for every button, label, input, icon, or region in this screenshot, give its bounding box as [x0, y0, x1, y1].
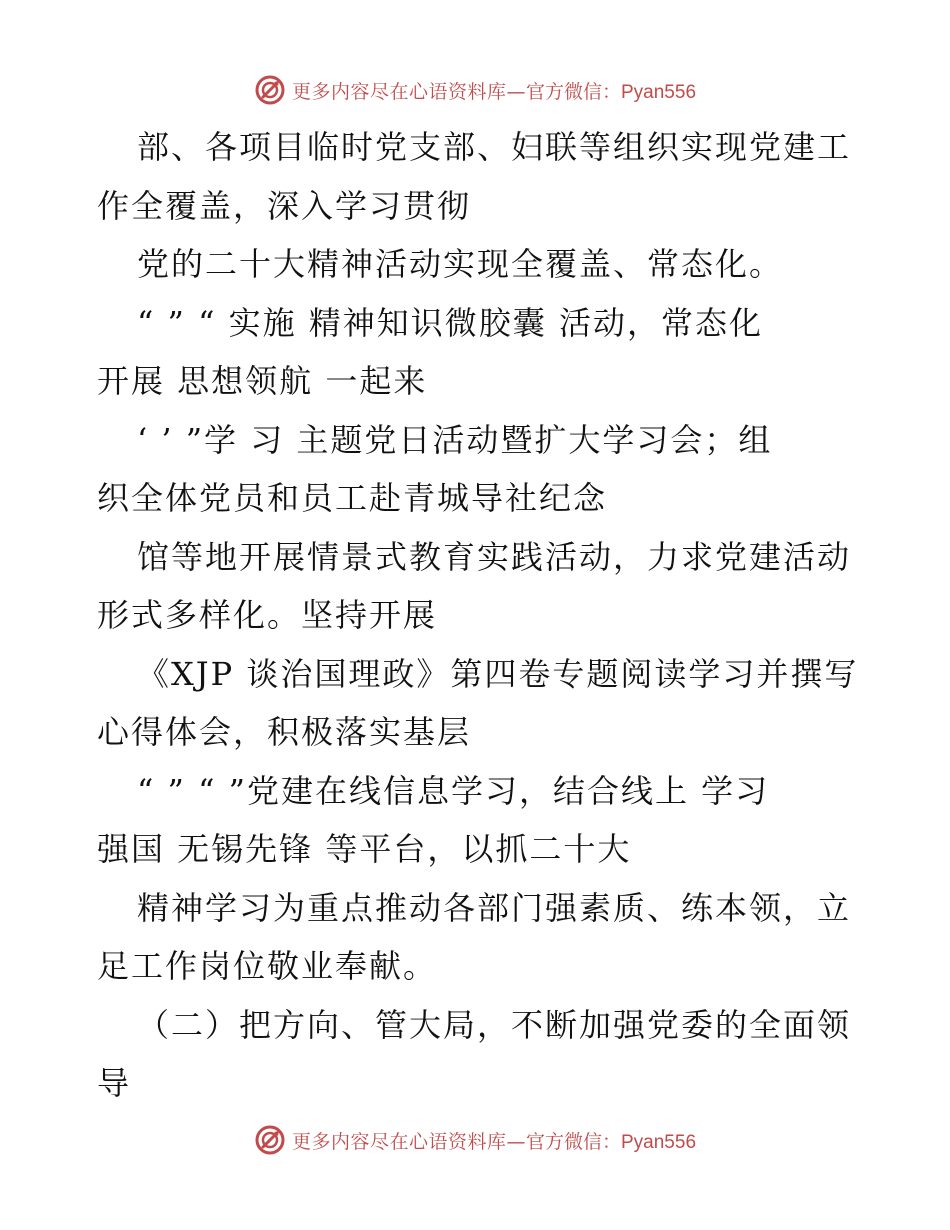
text-line: 精神学习为重点推动各部门强素质、练本领，立: [137, 888, 852, 927]
logo-icon: [254, 1124, 286, 1156]
text-line: 部、各项目临时党支部、妇联等组织实现党建工: [137, 128, 852, 166]
document-body: [97, 118, 857, 1113]
text-line: ‘ ’ ”学 习 主题党日活动暨扩大学习会；组: [137, 420, 773, 459]
banner-slogan: 更多内容尽在心语资料库—: [291, 1130, 526, 1153]
footer-banner: [0, 1120, 950, 1160]
banner-wechat: 官方微信：Pyan556: [526, 81, 697, 103]
banner-slogan: 更多内容尽在心语资料库—: [291, 80, 526, 103]
text-line: “ ” “ ”党建在线信息学习，结合线上 学习: [137, 771, 770, 810]
text-line: 作全覆盖，深入学习贯彻: [97, 186, 472, 225]
header-banner: [0, 70, 950, 110]
text-line: 足工作岗位敬业奉献。: [97, 947, 438, 985]
text-line: 形式多样化。坚持开展: [97, 596, 438, 634]
logo-icon: [254, 74, 286, 106]
text-line: 导: [97, 1064, 132, 1102]
text-line: 织全体党员和员工赴青城导社纪念: [97, 479, 608, 517]
text-line: 心得体会，积极落实基层: [97, 713, 472, 751]
text-line: 馆等地开展情景式教育实践活动，力求党建活动: [137, 537, 852, 576]
text-line: 党的二十大精神活动实现全覆盖、常态化。: [137, 245, 784, 283]
text-line: 强国 无锡先锋 等平台，以抓二十大: [97, 830, 632, 868]
text-line: “ ” “ 实施 精神知识微胶囊 活动，常态化: [137, 303, 763, 342]
text-line: （二）把方向、管大局，不断加强党委的全面领: [137, 1005, 852, 1044]
text-line: 开展 思想领航 一起来: [97, 362, 428, 400]
text-line: 《XJP 谈治国理政》第四卷专题阅读学习并撰写: [137, 654, 859, 693]
banner-wechat: 官方微信：Pyan556: [526, 1131, 697, 1153]
